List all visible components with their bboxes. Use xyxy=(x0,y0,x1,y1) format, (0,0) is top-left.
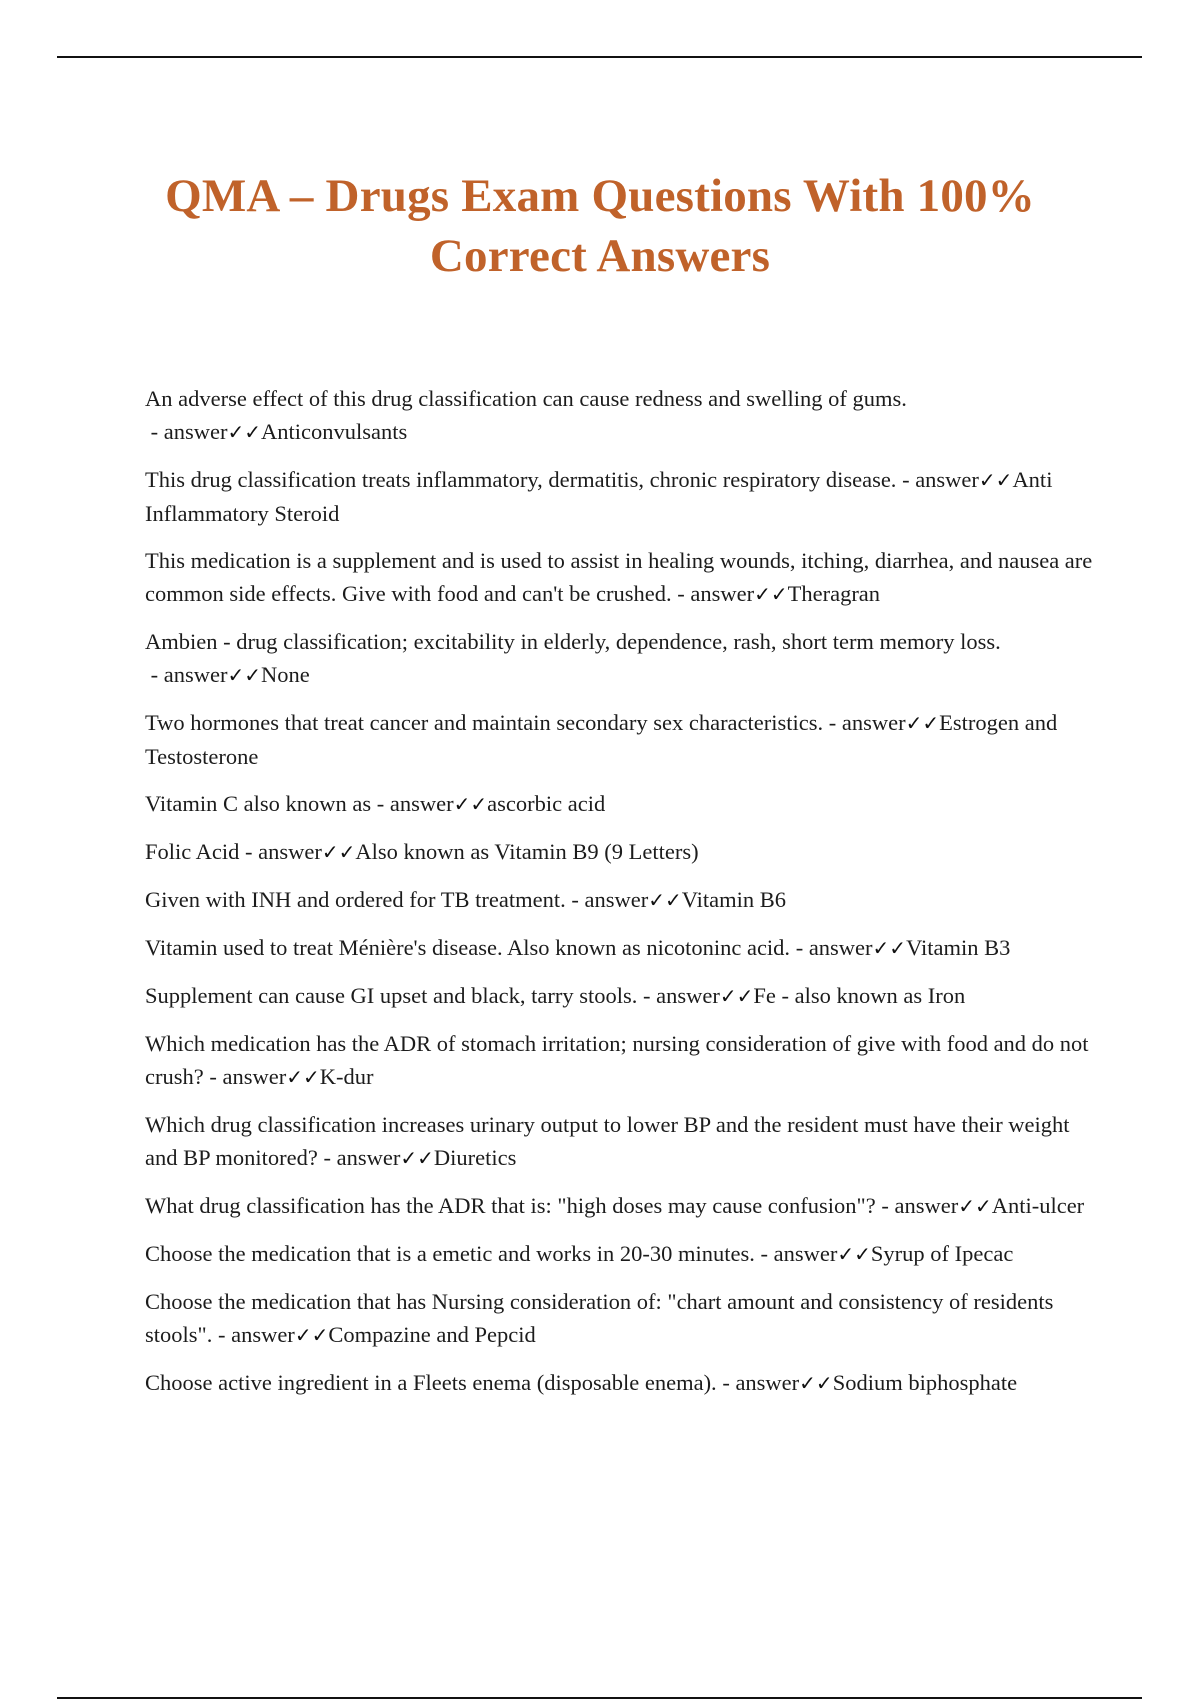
answer-text: Theragran xyxy=(787,581,881,606)
answer-prefix: answer xyxy=(231,1322,295,1347)
question-text: Choose the medication that is a emetic and works in 20-30 minutes. xyxy=(145,1241,755,1266)
qa-item xyxy=(145,1237,1095,1271)
double-check-icon: ✓✓ xyxy=(648,888,682,912)
question-text: Choose the medication that has Nursing consideration of: "chart amount and consistency of residents stools". xyxy=(145,1289,1054,1347)
separator: - xyxy=(754,1241,774,1266)
question-text: Vitamin used to treat Ménière's disease. Also known as nicotoninc acid. xyxy=(145,935,791,960)
qa-item xyxy=(145,544,1095,611)
separator: - xyxy=(716,1370,736,1395)
question-text: This medication is a supplement and is used to assist in healing wounds, itching, diarrhea, and nausea are common side effects. Give with food and can't be crushed. xyxy=(145,548,1093,606)
question-text: This drug classification treats inflammatory, dermatitis, chronic respiratory disease. xyxy=(145,467,897,492)
bottom-rule xyxy=(57,1697,1142,1699)
qa-item xyxy=(145,1366,1095,1400)
qa-item xyxy=(145,1189,1095,1223)
question-text: Which medication has the ADR of stomach irritation; nursing consideration of give with food and do not crush? xyxy=(145,1031,1089,1089)
answer-text: Estrogen and Testosterone xyxy=(145,710,1058,769)
question-text: What drug classification has the ADR that is: "high doses may cause confusion"? xyxy=(145,1193,876,1218)
answer-prefix: answer xyxy=(894,1193,959,1218)
answer-prefix: answer xyxy=(735,1370,800,1395)
separator: - xyxy=(239,839,259,864)
answer-prefix: answer xyxy=(841,710,906,735)
answer-prefix: answer xyxy=(690,581,755,606)
qa-item xyxy=(145,931,1095,965)
qa-item xyxy=(145,463,1095,530)
separator: - xyxy=(790,935,809,960)
answer-prefix: answer xyxy=(222,1064,287,1089)
double-check-icon: ✓✓ xyxy=(453,792,488,816)
double-check-icon: ✓✓ xyxy=(872,936,907,960)
separator: - xyxy=(875,1193,895,1218)
double-check-icon: ✓✓ xyxy=(837,1242,871,1266)
title-line-1: QMA – Drugs Exam Questions With 100% xyxy=(165,170,1035,222)
answer-prefix: answer xyxy=(584,887,649,912)
separator: - xyxy=(317,1145,337,1170)
answer-prefix: answer xyxy=(163,419,228,444)
qa-item xyxy=(145,706,1095,773)
answer-text: Sodium biphosphate xyxy=(832,1370,1018,1395)
double-check-icon: ✓✓ xyxy=(978,468,1013,492)
qa-item xyxy=(145,979,1095,1013)
answer-prefix: answer xyxy=(915,467,979,492)
double-check-icon: ✓✓ xyxy=(905,711,940,735)
answer-text: Syrup of Ipecac xyxy=(870,1241,1014,1266)
double-check-icon: ✓✓ xyxy=(400,1146,434,1170)
qa-item xyxy=(145,382,1095,449)
answer-text: Anti Inflammatory Steroid xyxy=(145,467,1053,526)
separator: - xyxy=(371,791,390,816)
qa-item xyxy=(145,1027,1095,1094)
answer-prefix: answer xyxy=(773,1241,838,1266)
title-line-2: Correct Answers xyxy=(429,230,771,282)
question-text: An adverse effect of this drug classification can cause redness and swelling of gums. xyxy=(145,386,907,411)
separator: - xyxy=(637,983,657,1008)
qa-item xyxy=(145,787,1095,821)
separator: - xyxy=(565,887,585,912)
qa-item xyxy=(145,883,1095,917)
double-check-icon: ✓✓ xyxy=(958,1194,992,1218)
answer-text: Vitamin B6 xyxy=(681,887,786,912)
answer-prefix: answer xyxy=(656,983,720,1008)
answer-text: Also known as Vitamin B9 (9 Letters) xyxy=(355,839,699,864)
double-check-icon: ✓✓ xyxy=(294,1323,329,1347)
separator: - xyxy=(203,1064,223,1089)
answer-text: Anti-ulcer xyxy=(991,1193,1085,1218)
question-text: Which drug classification increases urinary output to lower BP and the resident must have their weight and BP monitored? xyxy=(145,1112,1070,1170)
answer-text: ascorbic acid xyxy=(487,791,606,816)
question-text: Given with INH and ordered for TB treatment. xyxy=(145,887,566,912)
answer-prefix: answer xyxy=(389,791,454,816)
answer-text: Compazine and Pepcid xyxy=(328,1322,536,1347)
separator: - xyxy=(145,662,164,687)
double-check-icon: ✓✓ xyxy=(754,582,788,606)
qa-item xyxy=(145,1285,1095,1352)
question-text: Supplement can cause GI upset and black, tarry stools. xyxy=(145,983,638,1008)
qa-item xyxy=(145,835,1095,869)
question-text: Choose active ingredient in a Fleets enema (disposable enema). xyxy=(145,1370,717,1395)
separator: - xyxy=(671,581,691,606)
answer-prefix: answer xyxy=(808,935,873,960)
answer-prefix: answer xyxy=(336,1145,401,1170)
double-check-icon: ✓✓ xyxy=(227,663,261,687)
double-check-icon: ✓✓ xyxy=(286,1065,320,1089)
question-text: Ambien - drug classification; excitability in elderly, dependence, rash, short term memory loss. xyxy=(145,629,1001,654)
separator: - xyxy=(212,1322,232,1347)
question-text: Vitamin C also known as xyxy=(145,791,372,816)
answer-prefix: answer xyxy=(163,662,228,687)
answer-text: Vitamin B3 xyxy=(906,935,1011,960)
separator: - xyxy=(823,710,842,735)
qa-item xyxy=(145,1108,1095,1175)
separator: - xyxy=(896,467,916,492)
double-check-icon: ✓✓ xyxy=(799,1371,833,1395)
double-check-icon: ✓✓ xyxy=(227,420,261,444)
answer-text: None xyxy=(261,662,310,687)
top-rule xyxy=(57,56,1142,58)
answer-text: Anticonvulsants xyxy=(261,419,408,444)
answer-text: K-dur xyxy=(319,1064,374,1089)
answer-text: Diuretics xyxy=(433,1145,517,1170)
qa-item xyxy=(145,625,1095,692)
question-text: Two hormones that treat cancer and maintain secondary sex characteristics. xyxy=(145,710,824,735)
double-check-icon: ✓✓ xyxy=(321,840,356,864)
document-title xyxy=(100,166,1100,286)
separator: - xyxy=(145,419,164,444)
question-text: Folic Acid xyxy=(145,839,240,864)
answer-prefix: answer xyxy=(258,839,322,864)
double-check-icon: ✓✓ xyxy=(719,984,754,1008)
answer-text: Fe - also known as Iron xyxy=(753,983,966,1008)
question-answer-list xyxy=(145,382,1095,1414)
